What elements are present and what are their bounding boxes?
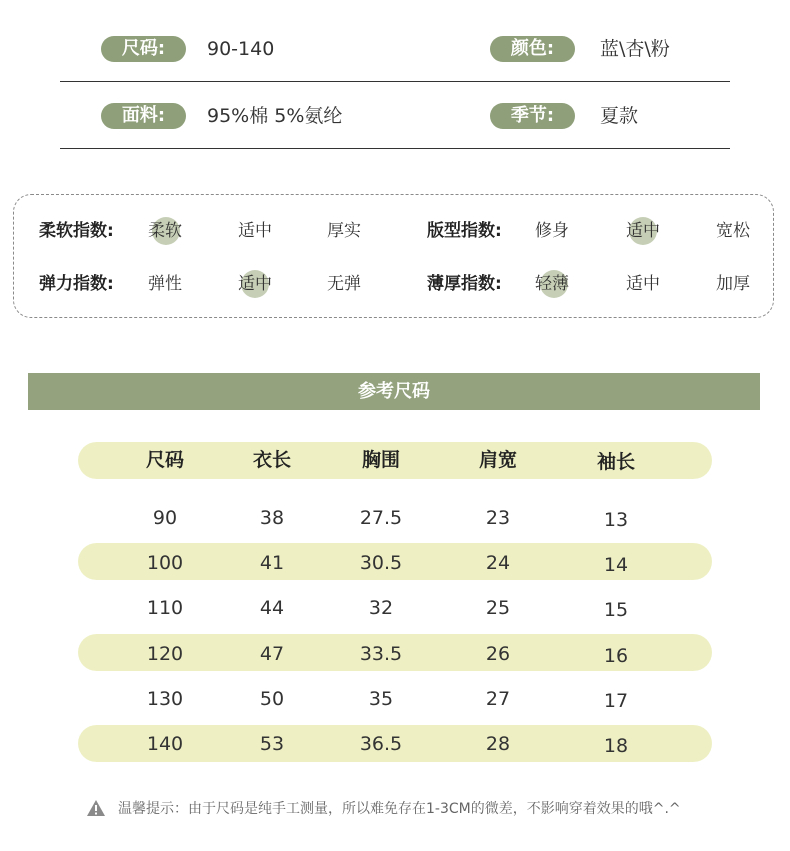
table-cell: 32 bbox=[368, 597, 394, 619]
index-label-fit: 版型指数: bbox=[427, 221, 502, 241]
index-option: 适中 bbox=[626, 274, 660, 294]
table-cell: 53 bbox=[259, 733, 285, 755]
table-header-chest: 胸围 bbox=[361, 449, 400, 471]
table-cell: 30.5 bbox=[359, 552, 403, 574]
table-header-shoulder: 肩宽 bbox=[478, 449, 517, 471]
spec-label-season: 季节: bbox=[490, 103, 575, 129]
divider bbox=[60, 81, 730, 82]
index-label-softness: 柔软指数: bbox=[39, 221, 114, 241]
table-cell: 100 bbox=[146, 552, 184, 574]
table-cell: 24 bbox=[485, 552, 511, 574]
table-cell: 25 bbox=[485, 597, 511, 619]
table-cell: 13 bbox=[603, 509, 629, 531]
spec-value-size: 90-140 bbox=[207, 38, 275, 60]
table-cell: 41 bbox=[259, 552, 285, 574]
table-cell: 14 bbox=[603, 554, 629, 576]
table-cell: 50 bbox=[259, 688, 285, 710]
index-option: 加厚 bbox=[716, 274, 750, 294]
note-text: 温馨提示：由于尺码是纯手工测量，所以难免存在1-3CM的微差，不影响穿着效果的哦^.^ bbox=[118, 801, 681, 817]
table-cell: 140 bbox=[146, 733, 184, 755]
warning-icon bbox=[86, 799, 106, 817]
spec-value-season: 夏款 bbox=[600, 105, 639, 127]
divider bbox=[60, 148, 730, 149]
table-header-size: 尺码 bbox=[145, 449, 184, 471]
index-option: 适中 bbox=[238, 221, 272, 241]
table-cell: 36.5 bbox=[359, 733, 403, 755]
index-option: 弹性 bbox=[148, 274, 182, 294]
index-option: 适中 bbox=[238, 274, 272, 294]
table-cell: 15 bbox=[603, 599, 629, 621]
table-cell: 27.5 bbox=[359, 507, 403, 529]
table-cell: 16 bbox=[603, 645, 629, 667]
index-option: 修身 bbox=[535, 221, 569, 241]
table-header-length: 衣长 bbox=[252, 449, 291, 471]
table-cell: 27 bbox=[485, 688, 511, 710]
fabric-index-box bbox=[13, 194, 774, 318]
index-option: 无弹 bbox=[327, 274, 361, 294]
index-option: 适中 bbox=[626, 221, 660, 241]
table-cell: 110 bbox=[146, 597, 184, 619]
spec-value-color: 蓝\杏\粉 bbox=[600, 38, 670, 60]
table-cell: 18 bbox=[603, 735, 629, 757]
table-header-sleeve: 袖长 bbox=[596, 451, 635, 473]
table-cell: 90 bbox=[152, 507, 178, 529]
table-cell: 23 bbox=[485, 507, 511, 529]
size-table-title: 参考尺码 bbox=[28, 373, 760, 410]
index-option: 柔软 bbox=[148, 221, 182, 241]
table-cell: 38 bbox=[259, 507, 285, 529]
table-cell: 26 bbox=[485, 643, 511, 665]
index-option: 轻薄 bbox=[535, 274, 569, 294]
table-cell: 17 bbox=[603, 690, 629, 712]
table-cell: 47 bbox=[259, 643, 285, 665]
index-label-elasticity: 弹力指数: bbox=[39, 274, 114, 294]
table-cell: 28 bbox=[485, 733, 511, 755]
table-cell: 35 bbox=[368, 688, 394, 710]
measurement-note bbox=[86, 797, 766, 821]
spec-label-color: 颜色: bbox=[490, 36, 575, 62]
index-label-thickness: 薄厚指数: bbox=[427, 274, 502, 294]
table-cell: 33.5 bbox=[359, 643, 403, 665]
table-cell: 130 bbox=[146, 688, 184, 710]
index-option: 厚实 bbox=[327, 221, 361, 241]
spec-value-fabric: 95%棉 5%氨纶 bbox=[207, 105, 343, 127]
spec-label-size: 尺码: bbox=[101, 36, 186, 62]
table-cell: 44 bbox=[259, 597, 285, 619]
table-cell: 120 bbox=[146, 643, 184, 665]
index-option: 宽松 bbox=[716, 221, 750, 241]
spec-label-fabric: 面料: bbox=[101, 103, 186, 129]
